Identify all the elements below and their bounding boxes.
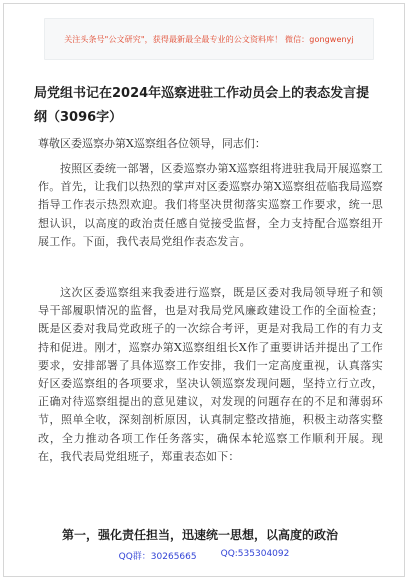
body-paragraph-1: 按照区委统一部署，区委巡察办第X巡察组将进驻我局开展巡察工作。首先，让我们以热烈的掌声对区委巡察办第X巡察组莅临我局巡察指导工作表示热烈欢迎。我们将坚决贯彻落实巡察工作要求，统一思想认识，以高度的政治责任感自觉接受监督，全力支持配合巡察组开展工作。下面，我代表局党组作表态发言。 bbox=[38, 162, 383, 248]
body-paragraph-2: 这次区委巡察组来我委进行巡察，既是区委对我局领导班子和领导干部履职情况的监督，也是对我局党风廉政建设工作的全面检查；既是区委对我局党政班子的一次综合考评，更是对我局工作的有力支持和促进。刚才，巡察办第X巡察组组长X作了重要讲话并提出了工作要求，安排部署了具体巡察工作安排，我们一定高度重视，认真落实好区委巡察组的各项要求，坚决认领巡察发现问题，坚持立行立改，正确对待巡察组提出的意见建议，对发现的问题存在的不足和薄弱环节，照单全收，深刻剖析原因，认真制定整改措施，积极主动落实整改，全力推动各项工作任务落实，确保本轮巡察工作顺利开展。现在，我代表局党组班子，郑重表态如下： bbox=[38, 286, 383, 463]
document-title: 局党组书记在2024年巡察进驻工作动员会上的表态发言提纲（3096字） bbox=[34, 86, 370, 125]
footer-qq-group: QQ群：30265665 bbox=[118, 552, 197, 562]
promo-banner-text: 关注头条号"公文研究"，获得最新最全最专业的公文资料库！ 微信：gongwenyj bbox=[64, 34, 354, 44]
footer-qq-number: QQ:535304092 bbox=[220, 549, 290, 559]
footer-contacts bbox=[4, 549, 404, 569]
document-page bbox=[3, 3, 405, 577]
salutation: 尊敬区委巡察办第X巡察组各位领导，同志们： bbox=[38, 137, 266, 150]
section-heading: 第一，强化责任担当，迅速统一思想，以高度的政治 bbox=[62, 528, 339, 542]
promo-banner bbox=[44, 18, 374, 60]
